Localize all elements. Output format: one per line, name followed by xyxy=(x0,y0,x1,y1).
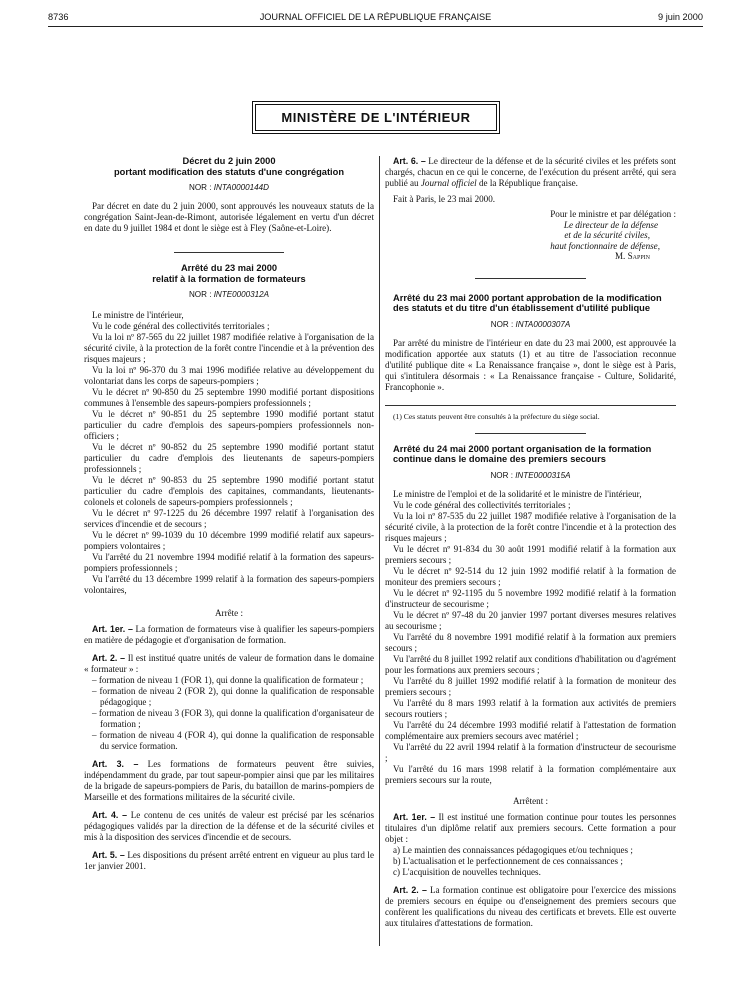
article-2-b: Art. 2. – La formation continue est obligatoire pour l'exercice des missions de premiers secours en équipe ou d'enseignement des premiers secours que confèrent les qualifications du niveau des certificats et brevets. Elle est ouverte aux titulaires d'attestations de formation. xyxy=(385,884,676,928)
visa: Vu l'arrêté du 22 avril 1994 relatif à la formation d'instructeur de secourisme ; xyxy=(385,741,676,763)
arrete3-visas xyxy=(385,489,676,786)
page-number: 8736 xyxy=(48,12,69,22)
visa: Vu le code général des collectivités territoriales ; xyxy=(393,499,571,510)
arretent-word: Arrêtent : xyxy=(512,795,549,806)
separator xyxy=(475,278,586,279)
visa: Vu le décret nº 90-853 du 25 septembre 1990 modifié portant statut particulier du cadre d'emplois des capitaines, commandants, lieutenants-colonels et colonels de sapeurs-pompiers professionnels ; xyxy=(84,475,374,507)
decret-subtitle: portant modification des statuts d'une congrégation xyxy=(114,166,344,177)
column-divider xyxy=(379,156,380,946)
visa: Vu le code général des collectivités territoriales ; xyxy=(92,321,270,331)
article-1-b: Art. 1er. – Il est institué une formation continue pour toutes les personnes titulaires d'un diplôme relatif aux premiers secours. Cette formation a pour objet : xyxy=(385,811,676,844)
issue-date: 9 juin 2000 xyxy=(658,12,703,22)
visa: Vu l'arrêté du 24 décembre 1993 modifié relatif à l'attestation de formation complémentaire aux premiers secours avec matériel ; xyxy=(385,719,676,741)
article-2-list xyxy=(84,675,374,752)
visa: Vu le décret nº 97-48 du 20 janvier 1997 portant diverses mesures relatives au secourisme ; xyxy=(385,609,676,631)
separator xyxy=(174,252,284,253)
visa: Vu l'arrêté du 13 décembre 1999 relatif à la formation des sapeurs-pompiers volontaires, xyxy=(84,574,374,595)
decret-text: Par décret en date du 2 juin 2000, sont approuvés les nouveaux statuts de la congrégation Saint-Jean-de-Rimont, autorisée légalement en vertu d'un décret en date du 9 juillet 1984 et dont le siège est à Fley (Saône-et-Loire). xyxy=(84,201,374,233)
visa: Vu le décret nº 99-1039 du 10 décembre 1999 modifié relatif aux sapeurs-pompiers volontaires ; xyxy=(84,530,374,551)
visa: Vu l'arrêté du 8 mars 1993 relatif à la formation aux activités de premiers secours routiers ; xyxy=(385,697,676,719)
page-header xyxy=(48,12,703,27)
visa: Vu l'arrêté du 8 novembre 1991 modifié relatif à la formation aux premiers secours ; xyxy=(385,631,676,653)
visa: Vu le décret nº 90-851 du 25 septembre 1990 modifié portant statut particulier du cadre d'emplois des sapeurs-pompiers professionnels non-officiers ; xyxy=(84,409,374,441)
list-item: – formation de niveau 1 (FOR 1), qui donne la qualification de formateur ; xyxy=(92,675,364,685)
arrete2-title: Arrêté du 23 mai 2000 portant approbation de la modification des statuts et du titre d'un établissement d'utilité publique xyxy=(393,292,662,313)
left-column xyxy=(84,156,374,872)
signature-line: Le directeur de la défense xyxy=(563,219,658,230)
arrete-word: Arrête : xyxy=(214,608,244,618)
signature-line: Pour le ministre et par délégation : xyxy=(550,209,676,219)
right-column xyxy=(385,156,676,929)
article-2: Art. 2. – Il est institué quatre unités de valeur de formation dans le domaine « formateur » : xyxy=(84,653,374,674)
arrete3-nor: NOR : INTE0000315A xyxy=(490,470,571,480)
signature-line: haut fonctionnaire de défense, xyxy=(550,240,660,251)
visa: Vu le décret nº 92-1195 du 5 novembre 1992 modifié relatif à la formation d'instructeur de secourisme ; xyxy=(385,587,676,609)
article-4: Art. 4. – Le contenu de ces unités de valeur est précisé par les scénarios pédagogiques validés par la direction de la défense et de la sécurité civiles et mis à la disposition des services d'incendie et de secours. xyxy=(84,810,374,842)
list-item: – formation de niveau 4 (FOR 4), qui donne la qualification de responsable du service formation. xyxy=(92,730,374,751)
visa: Vu la loi nº 87-565 du 22 juillet 1987 modifiée relative à l'organisation de la sécurité civile, à la protection de la forêt contre l'incendie et à la prévention des risques majeurs ; xyxy=(84,332,374,364)
list-item: c) L'acquisition de nouvelles techniques. xyxy=(393,866,541,877)
fait-a: Fait à Paris, le 23 mai 2000. xyxy=(393,194,496,204)
visa: Vu le décret nº 91-834 du 30 août 1991 modifié relatif à la formation aux premiers secours ; xyxy=(385,543,676,565)
visa: Vu le décret nº 97-1225 du 26 décembre 1997 relatif à l'organisation des services d'incendie et de secours ; xyxy=(84,508,374,529)
visa: Vu le décret nº 92-514 du 12 juin 1992 modifié relatif à la formation de moniteur des premiers secours ; xyxy=(385,565,676,587)
signature-name: M. Sappin xyxy=(614,251,650,261)
separator xyxy=(475,433,586,434)
list-item: – formation de niveau 3 (FOR 3), qui donne la qualification d'organisateur de formation ; xyxy=(92,708,374,729)
visa: Vu la loi nº 96-370 du 3 mai 1996 modifiée relative au développement du volontariat dans les corps de sapeurs-pompiers ; xyxy=(84,365,374,386)
signature-line: et de la sécurité civiles, xyxy=(564,230,650,240)
visa: Vu le décret nº 90-852 du 25 septembre 1990 modifié portant statut particulier du cadre d'emplois des lieutenants de sapeurs-pompiers professionnels ; xyxy=(84,442,374,474)
ministry-heading: MINISTÈRE DE L'INTÉRIEUR xyxy=(255,104,497,131)
article-1: Art. 1er. – La formation de formateurs vise à qualifier les sapeurs-pompiers en matière de pédagogie et d'organisation de formation. xyxy=(84,624,374,645)
visa: Le ministre de l'intérieur, xyxy=(92,310,184,320)
decret-nor: NOR : INTA0000144D xyxy=(189,183,269,192)
list-item: b) L'actualisation et le perfectionnement de ces connaissances ; xyxy=(393,855,623,866)
article-1-b-list xyxy=(385,845,676,878)
arrete1-title: Arrêté du 23 mai 2000 xyxy=(180,263,278,273)
arrete1-subtitle: relatif à la formation de formateurs xyxy=(152,273,306,284)
list-item: – formation de niveau 2 (FOR 2), qui donne la qualification de responsable pédagogique ; xyxy=(92,686,374,707)
visa: Vu l'arrêté du 8 juillet 1992 modifié relatif à la formation de moniteur des premiers secours ; xyxy=(385,675,676,697)
article-5: Art. 5. – Les dispositions du présent arrêté entrent en vigueur au plus tard le 1er janvier 2001. xyxy=(84,850,374,871)
footnote-rule xyxy=(385,405,676,406)
signature-block xyxy=(385,209,676,262)
visa: Le ministre de l'emploi et de la solidarité et le ministre de l'intérieur, xyxy=(393,488,642,499)
journal-title: JOURNAL OFFICIEL DE LA RÉPUBLIQUE FRANÇAISE xyxy=(259,12,492,22)
article-3: Art. 3. – Les formations de formateurs peuvent être suivies, indépendamment du grade, par tout sapeur-pompier ainsi que par les militaires de la brigade de sapeurs-pompiers de Paris, du bataillon de marins-pompiers de Marseille et des formations militaires de la sécurité civile. xyxy=(84,759,374,802)
visa: Vu l'arrêté du 21 novembre 1994 modifié relatif à la formation des sapeurs-pompiers professionnels ; xyxy=(84,552,374,573)
arrete2-text: Par arrêté du ministre de l'intérieur en date du 23 mai 2000, est approuvée la modification apportée aux statuts (1) et au titre de l'association reconnue d'utilité publique dite « La Renaissance française », dont le siège est à Paris, qui s'intitulera désormais : « La Renaissance française - Culture, Solidarité, Francophonie ». xyxy=(385,337,676,392)
arrete1-visas xyxy=(84,310,374,596)
arrete2-nor: NOR : INTA0000307A xyxy=(490,319,571,329)
arrete1-nor: NOR : INTE0000312A xyxy=(188,290,270,299)
article-6: Art. 6. – Le directeur de la défense et de la sécurité civiles et les préfets sont chargés, chacun en ce qui le concerne, de l'exécution du présent arrêté, qui sera publié au Journal officiel de la République française. xyxy=(385,156,676,188)
visa: Vu l'arrêté du 8 juillet 1992 relatif aux conditions d'habilitation ou d'agrément pour les formations aux premiers secours ; xyxy=(385,653,676,675)
decret-title: Décret du 2 juin 2000 xyxy=(182,156,276,166)
footnote: (1) Ces statuts peuvent être consultés à la préfecture du siège social. xyxy=(393,411,600,421)
arrete3-title: Arrêté du 24 mai 2000 portant organisation de la formation continue dans le domaine des premiers secours xyxy=(393,443,652,464)
visa: Vu l'arrêté du 16 mars 1998 relatif à la formation complémentaire aux premiers secours sur la route, xyxy=(385,763,676,785)
list-item: a) Le maintien des connaissances pédagogiques et/ou techniques ; xyxy=(393,844,633,855)
visa: Vu la loi nº 87-535 du 22 juillet 1987 modifiée relative à l'organisation de la sécurité civile, à la protection de la forêt contre l'incendie et à la protection des risques majeurs ; xyxy=(385,510,676,543)
visa: Vu le décret nº 90-850 du 25 septembre 1990 modifié portant dispositions communes à l'ensemble des sapeurs-pompiers professionnels ; xyxy=(84,387,374,408)
